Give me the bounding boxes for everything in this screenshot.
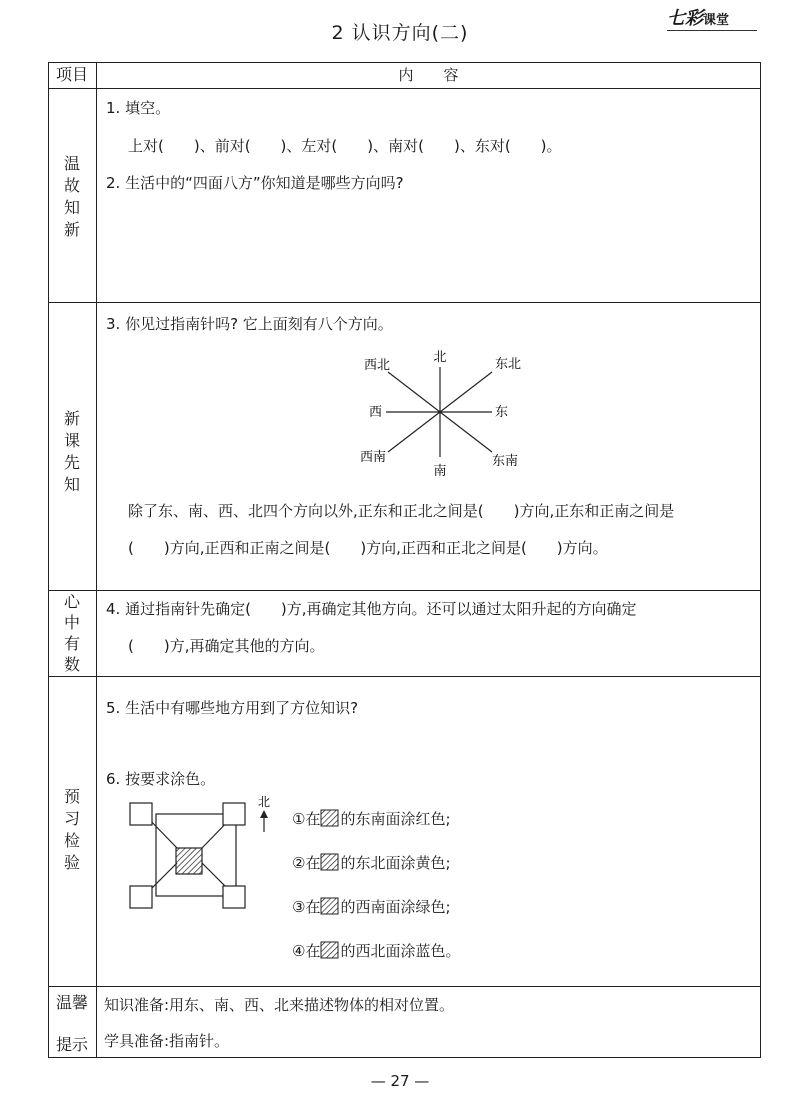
section-label-tips [48, 992, 96, 1055]
hatched-square-icon [320, 897, 340, 915]
section-label-new-lesson-text: 新 课 先 知 [63, 409, 80, 494]
row-divider [48, 986, 761, 987]
q6-item-1 [292, 808, 451, 829]
q6-item-2-post: 的东北面涂黄色; [340, 854, 451, 872]
column-header-project: 项目 [55, 65, 88, 84]
row-divider [48, 676, 761, 677]
column-divider [96, 62, 97, 1058]
column-header-content: 内 容 [398, 66, 459, 84]
page-number: — 27 — [370, 1072, 430, 1090]
q6-item-4 [292, 940, 460, 961]
q6-item-2 [292, 852, 451, 873]
q3-fill-line-1: 除了东、南、西、北四个方向以外,正东和正北之间是( )方向,正东和正南之间是 [128, 502, 675, 520]
q6-title: 6. 按要求涂色。 [106, 770, 216, 788]
q6-item-3-pre: ③在 [292, 898, 321, 916]
compass-label-sw: 西南 [359, 450, 386, 465]
compass-label-se: 东南 [492, 454, 519, 469]
q6-item-1-post: 的东南面涂红色; [340, 810, 451, 828]
brand-logo-main: 七彩 [667, 8, 703, 29]
section-label-tips-text: 温馨 提示 [55, 993, 88, 1054]
compass-label-ne: 东北 [495, 357, 522, 372]
row-divider [48, 590, 761, 591]
corner-box-sw [130, 886, 152, 908]
corner-box-nw [130, 803, 152, 825]
north-arrow-icon [260, 810, 268, 818]
compass-label-n: 北 [433, 350, 447, 365]
logo-underline [667, 30, 757, 31]
compass-label-e: 东 [495, 405, 509, 420]
brand-logo [667, 4, 729, 30]
compass-label-nw: 西北 [363, 358, 390, 373]
q6-item-3-post: 的西南面涂绿色; [340, 898, 451, 916]
q1-title: 1. 填空。 [106, 99, 171, 117]
section-label-preview-check [48, 786, 96, 874]
section-label-key-points [48, 591, 96, 675]
q1-fill-line: 上对( )、前对( )、左对( )、南对( )、东对( )。 [128, 137, 562, 155]
q4-line-2: ( )方,再确定其他的方向。 [128, 637, 325, 655]
compass-label-w: 西 [368, 405, 382, 420]
header-row-divider [48, 88, 761, 89]
section-label-review [48, 153, 96, 241]
q6-item-4-post: 的西北面涂蓝色。 [340, 942, 461, 960]
q3-fill-line-2: ( )方向,正西和正南之间是( )方向,正西和正北之间是( )方向。 [128, 539, 608, 557]
tips-line-2: 学具准备:指南针。 [104, 1032, 230, 1050]
compass-diagram [340, 345, 540, 480]
grid-diagram [124, 790, 284, 930]
page-title: 2 认识方向(二) [331, 22, 469, 44]
q6-item-3 [292, 896, 451, 917]
corner-box-ne [223, 803, 245, 825]
row-divider [48, 302, 761, 303]
section-label-key-points-text: 心 中 有 数 [63, 592, 80, 674]
hatched-square-icon [320, 809, 340, 827]
section-label-preview-check-text: 预 习 检 验 [63, 787, 80, 872]
q4-line-1: 4. 通过指南针先确定( )方,再确定其他方向。还可以通过太阳升起的方向确定 [106, 600, 637, 618]
section-label-new-lesson [48, 408, 96, 496]
q5-title: 5. 生活中有哪些地方用到了方位知识? [106, 699, 359, 717]
corner-box-se [223, 886, 245, 908]
tips-line-1: 知识准备:用东、南、西、北来描述物体的相对位置。 [104, 996, 455, 1014]
q2-title: 2. 生活中的“四面八方”你知道是哪些方向吗? [106, 174, 404, 192]
q6-item-2-pre: ②在 [292, 854, 321, 872]
compass-label-s: 南 [433, 464, 447, 479]
hatched-center-square [176, 848, 202, 874]
q6-item-1-pre: ①在 [292, 810, 321, 828]
north-label: 北 [257, 795, 271, 809]
section-label-review-text: 温 故 知 新 [63, 154, 80, 239]
q6-item-4-pre: ④在 [292, 942, 321, 960]
brand-logo-sub: 课堂 [703, 13, 730, 28]
hatched-square-icon [320, 853, 340, 871]
q3-title: 3. 你见过指南针吗? 它上面刻有八个方向。 [106, 315, 393, 333]
hatched-square-icon [320, 941, 340, 959]
